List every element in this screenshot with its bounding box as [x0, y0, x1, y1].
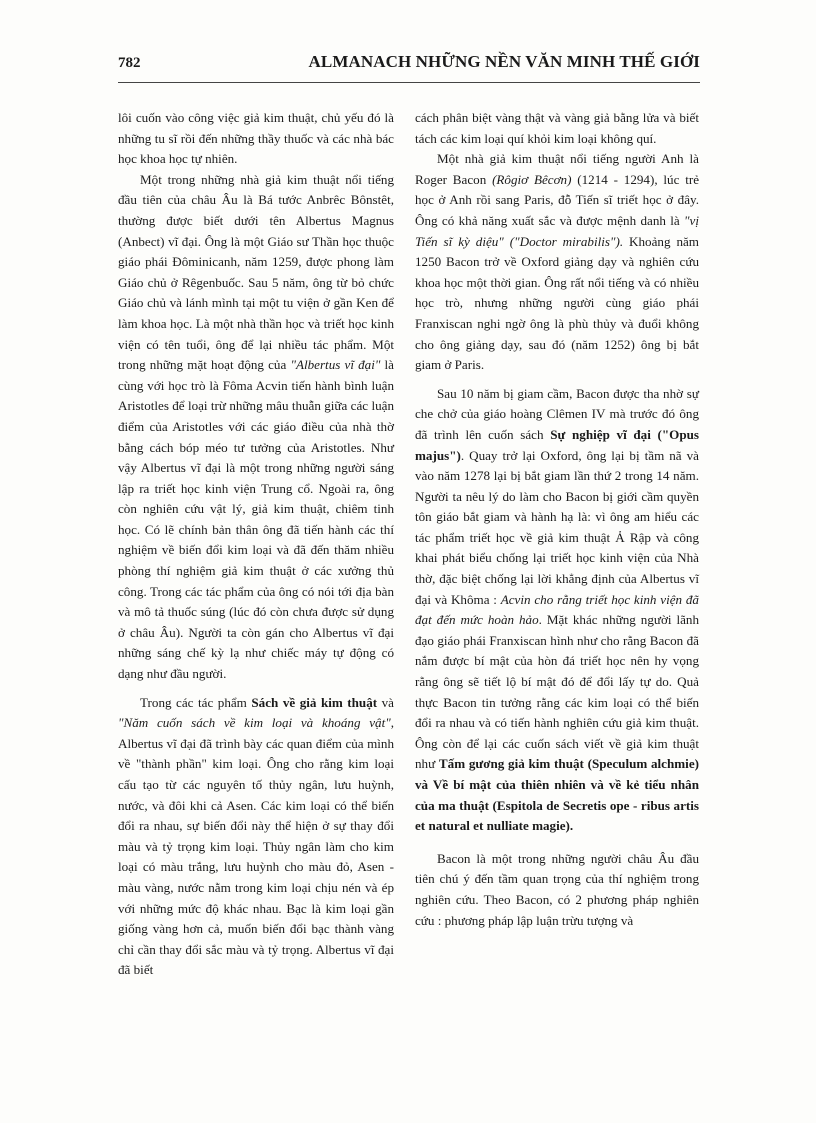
italic-text: Acvin cho rằng triết học kinh viện đã đạt đến mức hoàn hảo — [415, 591, 699, 628]
paragraph: Bacon là một trong những người châu Âu đầu tiên chú ý đến tầm quan trọng của thí nghiệm trong nghiên cứu. Theo Bacon, có 2 phương pháp nghiên cứu : phương pháp lập luận trừu tượng và — [415, 850, 699, 928]
text-run: là cùng với học trò là Fôma Acvin tiến hành bình luận Aristotles để loại trừ những mâu thuẫn giữa các luận điểm của Aristotles với các giáo điều của nhà thờ bằng cách bóp méo tư tưởng của Aristotles. Như vậy Albertus vĩ đại là một trong những người sáng lập ra triết học kinh viện Trung cổ. Ngoài ra, ông còn nghiên cứu vật lý, giả kim thuật, chiêm tinh học. Có lẽ chính bản thân ông đã tiến hành các thí nghiệm về biến đổi kim loại và đã đến thăm nhiều phòng thí nghiệm giả kim thuật ở các xưởng thủ công. Trong các tác phẩm của ông có nói tới địa bàn và mô tả thuốc súng (lúc đó còn chưa được sử dụng ở châu Âu). Người ta còn gán cho Albertus vĩ đại những sáng chế kỳ lạ như chiếc máy tự động có dạng như đầu người. — [118, 357, 394, 682]
paragraph — [118, 693, 394, 981]
page-header — [118, 52, 700, 78]
text-run: . Quay trở lại Oxford, ông lại bị tầm nã và vào năm 1278 lại bị bắt giam lần thứ 2 trong 14 năm. Người ta nêu lý do làm cho Bacon bị giới cầm quyền tôn giáo bắt giam và hành hạ là: vì ông am hiểu các tác phẩm triết học về giả kim thuật Ả Rập và công khai phát biểu chống lại triết học kinh viện của Nhà thờ, đặc biệt chống lại lời khẳng định của Albertus vĩ đại và Khôma : — [415, 447, 699, 607]
text-run: (1214 - 1294), lúc trẻ học ở Anh rồi sang Paris, đỗ Tiến sĩ triết học ở đây. Ông có khả năng xuất sắc và được mệnh danh là — [415, 171, 700, 228]
text-run: Trong các tác phẩm — [140, 694, 252, 710]
running-head: ALMANACH NHỮNG NỀN VĂN MINH THẾ GIỚI — [308, 52, 700, 71]
paragraph — [415, 149, 699, 376]
page-number: 782 — [118, 55, 141, 71]
paragraph — [118, 170, 394, 685]
text-run: Khoảng năm 1250 Bacon trở về Oxford giảng dạy và nghiên cứu khoa học một thời gian. Ông rất nổi tiếng và có nhiều học trò, nhưng những người cùng giáo phái Franxiscan nghi ngờ ông là phù thủy và đuổi không cho ông giảng dạy, sau đó (năm 1252) ông bị bắt giam ở Paris. — [415, 233, 699, 373]
italic-text: (Rôgiơ Bêcơn) — [492, 171, 572, 187]
italic-text: "Albertus vĩ đại" — [290, 357, 381, 373]
book-title-bold: Sự nghiệp vĩ đại ("Opus majus") — [415, 426, 700, 463]
paragraph: cách phân biệt vàng thật và vàng giả bằng lửa và biết tách các kim loại quí khỏi kim loại không quí. — [415, 110, 699, 146]
book-title-italic: "Năm cuốn sách về kim loại và khoáng vật" — [118, 715, 391, 731]
header-rule — [118, 82, 700, 83]
paragraph: lôi cuốn vào công việc giả kim thuật, chủ yếu đó là những tu sĩ rồi đến những thầy thuốc và các nhà bác học khoa học tự nhiên. — [118, 110, 394, 167]
text-run: Một nhà giả kim thuật nổi tiếng người Anh là Roger Bacon — [415, 151, 699, 187]
right-column — [415, 108, 699, 931]
left-column — [118, 108, 394, 981]
text-run: Sau 10 năm bị giam cầm, Bacon được tha nhờ sự che chở của giáo hoàng Clêmen IV mà trước đó ông đã trình lên cuốn sách — [415, 385, 699, 442]
book-title-bold: Tấm gương giả kim thuật (Speculum alchmie) và Về bí mật của thiên nhiên và về kẻ tiểu nhân của ma thuật (Espitola de Secretis ope - ribus artis et natural et nulliate magie). — [415, 756, 699, 834]
italic-text: "vị Tiến sĩ kỳ diệu" ("Doctor mirabilis"). — [415, 212, 699, 249]
text-run: Một trong những nhà giả kim thuật nổi tiếng đầu tiên của châu Âu là Bá tước Anbrêc Bônstêt, thường được biết dưới tên Albertus Magnus (Anbect) vĩ đại. Ông là một Giáo sư Thần học thuộc giáo phái Đôminicanh, năm 1259, được phong làm Giáo chủ ở Rêgenbuốc. Sau 5 năm, ông từ bỏ chức Giáo chủ và lánh mình tại một tu viện ở gần Ken để làm khoa học. Là một nhà thần học và triết học kinh viện có tên tuổi, ông để lại nhiều tác phẩm. Một trong những mặt hoạt động của — [118, 171, 394, 373]
text-run: và — [377, 694, 394, 710]
text-run: . Mặt khác những người lãnh đạo giáo phái Franxiscan hình như cho rằng Bacon đã nắm được bí mật của hòn đá triết học nên hy vọng rằng ông sẽ tiết lộ bí mật đó để đổi lấy tự do. Quả thực Bacon tin tưởng rằng các kim loại có thể biến đổi ra nhau và có tiến hành nghiên cứu giả kim thuật. Ông còn để lại các cuốn sách viết về giả kim thuật như — [415, 612, 700, 772]
text-run: , Albertus vĩ đại đã trình bày các quan điểm của mình về "thành phần" kim loại. Ông cho rằng kim loại cấu tạo từ các nguyên tố thủy ngân, lưu huỳnh, nước, và đôi khi cả Asen. Các kim loại có thể biến đổi ra nhau, sự biến đổi này thể hiện ở sự thay đổi màu và tỷ trọng kim loại. Thủy ngân làm cho kim loại có màu trắng, lưu huỳnh cho màu đỏ, Asen - màu vàng, nước nằm trong kim loại chịu nén và ép với những mức độ khác nhau. Bạc là kim loại gần giống vàng hơn cả, muốn biến đổi bạc thành vàng chỉ cần thay đổi sắc màu và tỷ trọng. Albertus vĩ đại đã biết — [118, 715, 394, 978]
book-title-bold: Sách về giả kim thuật — [251, 694, 378, 710]
paragraph — [415, 384, 699, 837]
